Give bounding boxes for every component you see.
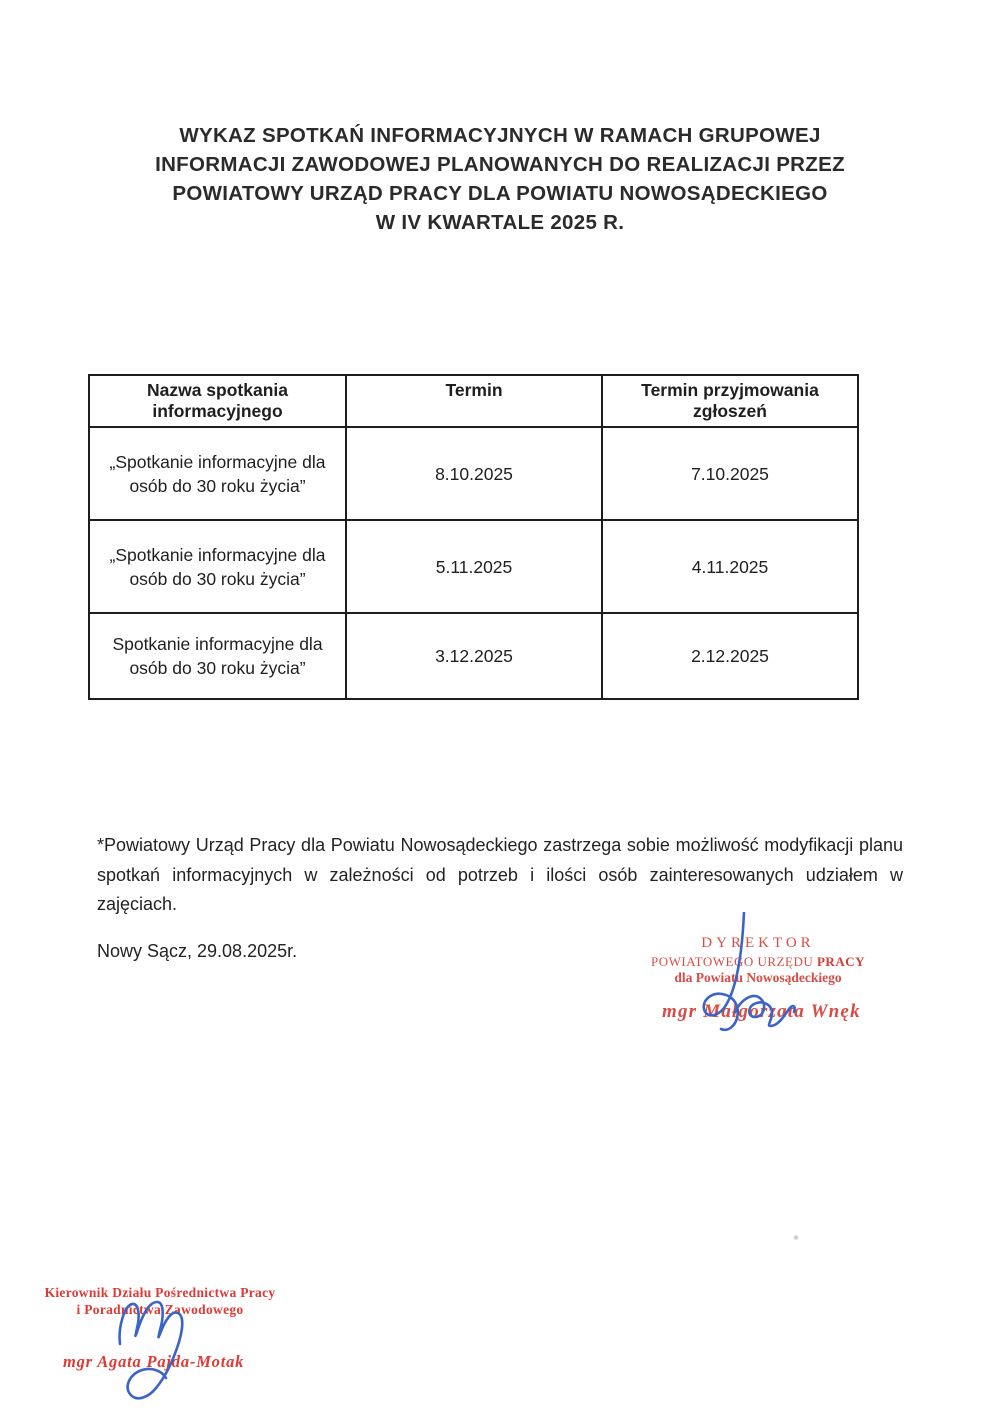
meeting-date-cell: 5.11.2025 — [346, 520, 602, 613]
director-stamp — [637, 935, 879, 986]
submission-deadline-cell: 7.10.2025 — [602, 427, 858, 520]
col-header-meeting-name: Nazwa spotkania informacyjnego — [89, 375, 346, 427]
title-line-2: INFORMACJI ZAWODOWEJ PLANOWANYCH DO REALIZACJI PRZEZ — [155, 153, 845, 176]
place-date-line: Nowy Sącz, 29.08.2025r. — [97, 941, 298, 961]
scan-artifact-speck — [793, 1234, 799, 1241]
meeting-date-cell: 8.10.2025 — [346, 427, 602, 520]
table-row — [89, 520, 858, 613]
meeting-date-cell: 3.12.2025 — [346, 613, 602, 699]
director-stamp-title: DYREKTOR — [701, 935, 815, 951]
director-stamp-office-bold: PRACY — [816, 954, 865, 969]
table-row — [89, 427, 858, 520]
director-stamp-office-prefix: POWIATOWEGO URZĘDU — [651, 954, 817, 969]
col-header-date: Termin — [346, 375, 602, 427]
title-line-3: POWIATOWY URZĄD PRACY DLA POWIATU NOWOSĄDECKIEGO — [172, 182, 828, 205]
meeting-name-cell: „Spotkanie informacyjne dla osób do 30 roku życia” — [89, 427, 346, 520]
manager-stamp — [39, 1284, 281, 1318]
title-line-1: WYKAZ SPOTKAŃ INFORMACYJNYCH W RAMACH GRUPOWEJ — [179, 124, 821, 147]
director-stamp-office — [637, 954, 879, 970]
col-header-submission-deadline: Termin przyjmowania zgłoszeń — [602, 375, 858, 427]
table-row — [89, 613, 858, 699]
document-title — [0, 121, 1000, 237]
meeting-name-cell: „Spotkanie informacyjne dla osób do 30 roku życia” — [89, 520, 346, 613]
manager-stamp-line2: i Poradnictwa Zawodowego — [76, 1302, 244, 1317]
meeting-name-cell: Spotkanie informacyjne dla osób do 30 roku życia” — [89, 613, 346, 699]
director-stamp-district: dla Powiatu Nowosądeckiego — [674, 970, 842, 985]
table-header-row — [89, 375, 858, 427]
footnote-text: *Powiatowy Urząd Pracy dla Powiatu Nowosądeckiego zastrzega sobie możliwość modyfikacji planu spotkań informacyjnych w zależności od potrzeb i ilości osób zainteresowanych udziałem w zajęciach. — [97, 835, 903, 914]
submission-deadline-cell: 2.12.2025 — [602, 613, 858, 699]
meetings-table — [88, 374, 859, 700]
submission-deadline-cell: 4.11.2025 — [602, 520, 858, 613]
manager-signed-name: mgr Agata Pajda-Motak — [63, 1352, 245, 1371]
director-signed-name: mgr Małgorzata Wnęk — [662, 1001, 861, 1022]
title-line-4: W IV KWARTALE 2025 R. — [375, 211, 625, 234]
manager-stamp-line1: Kierownik Działu Pośrednictwa Pracy — [44, 1285, 276, 1300]
